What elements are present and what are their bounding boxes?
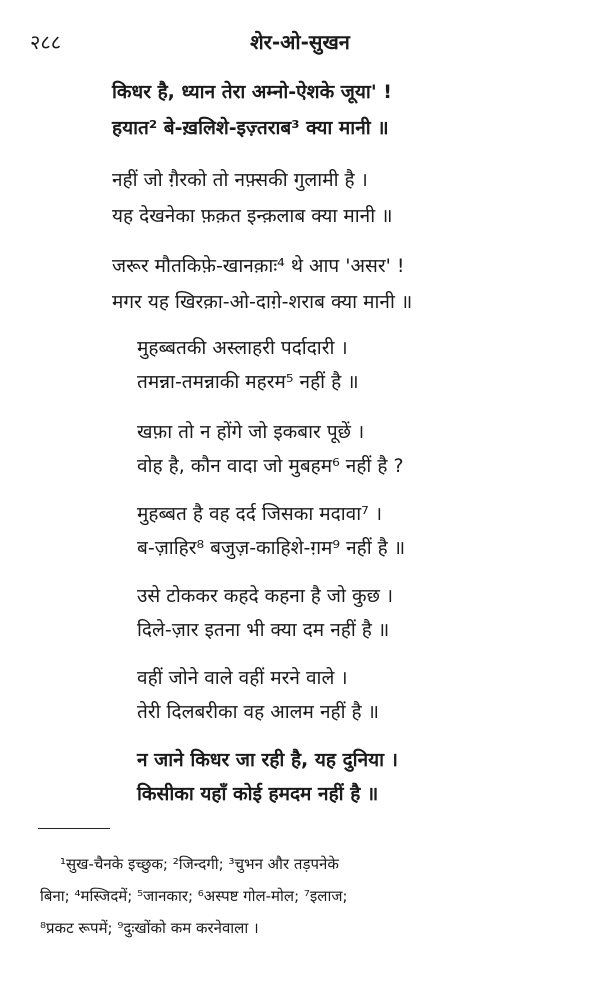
poem-line: किसीका यहाँ कोई हमदम नहीं है ॥ (137, 783, 379, 805)
running-title: शेर-ओ-सुखन (250, 30, 350, 54)
poem-line: किधर है, ध्यान तेरा अम्नो-ऐशके जूया' ! (112, 81, 392, 103)
footnote-rule (38, 828, 110, 829)
footnote-line: ¹सुख-चैनके इच्छुक; ²जिन्दगी; ³चुभन और तड़पनेके (60, 855, 339, 873)
poem-line: नहीं जो ग़ैरको तो नफ़्सकी गुलामी है । (112, 169, 368, 191)
poem-line: यह देखनेका फ़क़त इन्क़लाब क्या मानी ॥ (112, 205, 393, 227)
poem-line: तेरी दिलबरीका वह आलम नहीं है ॥ (137, 701, 380, 723)
poem-line: हयात² बे-ख़लिशे-इज़्तराब³ क्या मानी ॥ (112, 117, 389, 139)
footnote-line: ⁸प्रकट रूपमें; ⁹दुःखोंको कम करनेवाला । (40, 919, 259, 937)
poem-line: न जाने किधर जा रही है, यह दुनिया । (137, 749, 398, 771)
poem-line: उसे टोककर कहदे कहना है जो कुछ । (137, 585, 394, 607)
page-number: २८८ (30, 30, 62, 54)
poem-line: मुहब्बत है वह दर्द जिसका मदावा⁷ । (137, 503, 383, 525)
poem-line: मुहब्बतकी अस्लाहरी पर्दादारी । (137, 337, 348, 359)
footnote-line: बिना; ⁴मस्जिदमें; ⁵जानकार; ⁶अस्पष्ट गोल-मोल; ⁷इलाज; (40, 887, 348, 905)
poem-line: जरूर मौतकिफ़े-खानक़ाः⁴ थे आप 'असर' ! (112, 255, 405, 277)
poem-line: तमन्ना-तमन्नाकी महरम⁵ नहीं है ॥ (137, 371, 359, 393)
poem-line: वहीं जोने वाले वहीं मरने वाले । (137, 667, 348, 689)
poem-line: वोह है, कौन वादा जो मुबहम⁶ नहीं है ? (137, 455, 404, 477)
poem-line: ब-ज़ाहिर⁸ बजुज़-काहिशे-ग़म⁹ नहीं है ॥ (137, 537, 406, 559)
poem-line: दिले-ज़ार इतना भी क्या दम नहीं है ॥ (137, 619, 390, 641)
poem-line: मगर यह खिरक़ा-ओ-दाग़े-शराब क्या मानी ॥ (112, 291, 413, 313)
poem-line: खफ़ा तो न होंगे जो इकबार पूछें । (137, 421, 365, 443)
